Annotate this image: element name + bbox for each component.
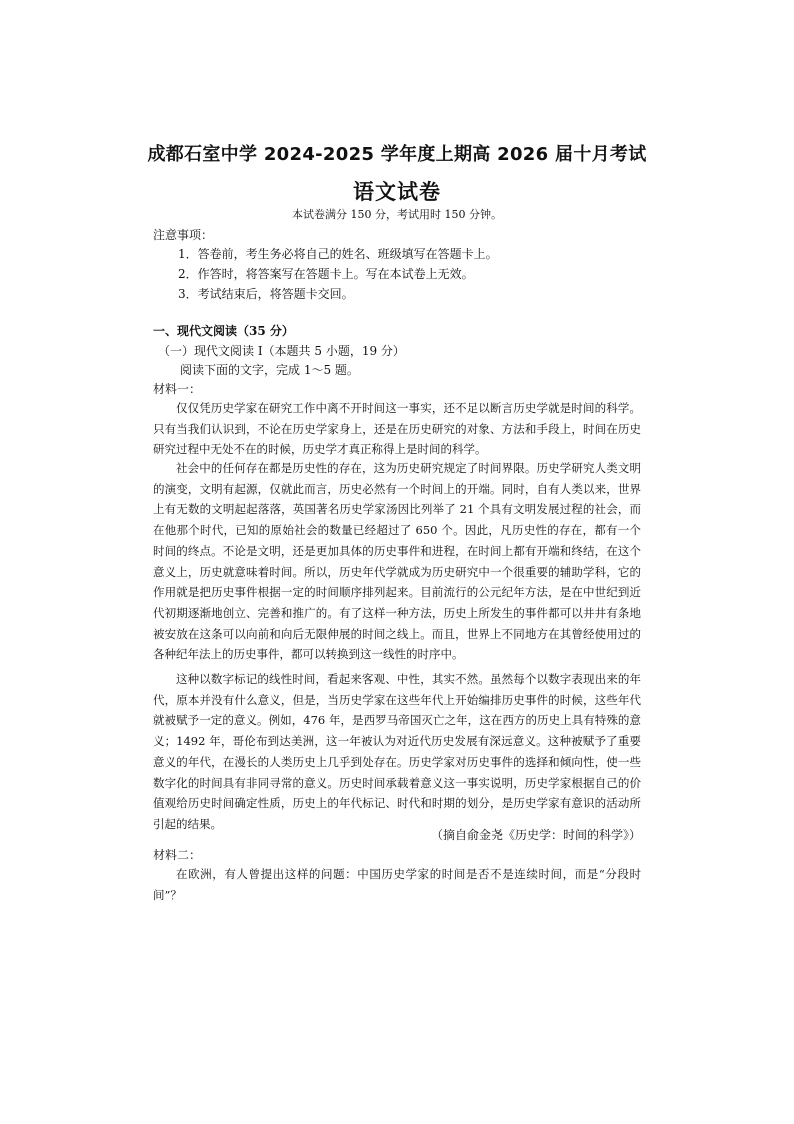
material-one-paragraph: 社会中的任何存在都是历史性的存在，这为历史研究规定了时间界限。历史学研究人类文明的演变，文明有起源，仅就此而言，历史必然有一个时间上的开端。同时，自有人类以来，世界上有无数的文明起起落落，英国著名历史学家汤因比列举了 21 个具有文明发展过程的社会，而在他那个时代，已知的原始社会的数量已经超过了 650 个。因此，凡历史性的存在，都有一个时间的终点。不论是文明，还是更加具体的历史事件和进程，在时间上都有开端和终结，在这个意义上，历史就意味着时间。所以，历史年代学就成为历史研究中一个很重要的辅助学科，它的作用就是把历史事件根据一定的时间顺序排列起来。目前流行的公元纪年方法，是在中世纪到近代初期逐渐地创立、完善和推广的。有了这样一种方法，历史上所发生的事件都可以井井有条地被安放在这条可以向前和向后无限伸展的时间之线上。而且，世界上不同地方在其曾经使用过的各种纪年法上的历史事件，都可以转换到这一线性的时序中。 <box>153 461 641 662</box>
notice-item: 1．答卷前，考生务必将自己的姓名、班级填写在答题卡上。 <box>178 247 498 261</box>
material-two-label: 材料二： <box>153 848 202 862</box>
notice-item: 2．作答时，将答案写在答题卡上。写在本试卷上无效。 <box>178 267 474 281</box>
material-one-paragraph: 这种以数字标记的线性时间，看起来客观、中性，其实不然。虽然每个以数字表现出来的年代，原本并没有什么意义，但是，当历史学家在这些年代上开始编排历史事件的时候，这些年代就被赋予一定的意义。例如，476 年，是西罗马帝国灭亡之年，这在西方的历史上具有特殊的意义；1492 年，哥伦布到达美洲，这一年被认为对近代历史发展有深远意义。这种被赋予了重要意义的年代，在漫长的人类历史上几乎到处存在。历史学家对历史事件的选择和倾向性，使一些数字化的时间具有非同寻常的意义。历史时间承载着意义这一事实说明，历史学家根据自己的价值观给历史时间确定性质，历史上的年代标记、时代和时期的划分，是历史学家有意识的活动所引起的结果。 <box>153 672 641 831</box>
reading-instruction: 阅读下面的文字，完成 1～5 题。 <box>180 363 359 377</box>
material-one-paragraph: 仅仅凭历史学家在研究工作中离不开时间这一事实，还不足以断言历史学就是时间的科学。只有当我们认识到，不论在历史学家身上，还是在历史研究的对象、方法和手段上，时间在历史研究过程中无处不在的时候，历史学才真正称得上是时间的科学。 <box>153 401 641 457</box>
material-one-source: （摘自俞金尧《历史学：时间的科学》） <box>430 828 641 842</box>
subject-title: 语文试卷 <box>353 180 441 204</box>
notice-list <box>178 244 498 304</box>
section-title: 一、现代文阅读（35 分） <box>153 324 294 338</box>
notice-item: 3．考试结束后，将答题卡交回。 <box>178 287 354 301</box>
material-one-label: 材料一： <box>153 382 202 396</box>
subsection-title: （一）现代文阅读 I（本题共 5 小题，19 分） <box>158 344 405 358</box>
notice-title: 注意事项： <box>153 228 214 242</box>
exam-subtitle: 本试卷满分 150 分，考试用时 150 分钟。 <box>292 208 502 221</box>
exam-title: 成都石室中学 2024-2025 学年度上期高 2026 届十月考试 <box>147 144 647 165</box>
material-two-paragraph: 在欧洲，有人曾提出这样的问题：中国历史学家的时间是否不是连续时间，而是“分段时间”？ <box>153 867 641 902</box>
